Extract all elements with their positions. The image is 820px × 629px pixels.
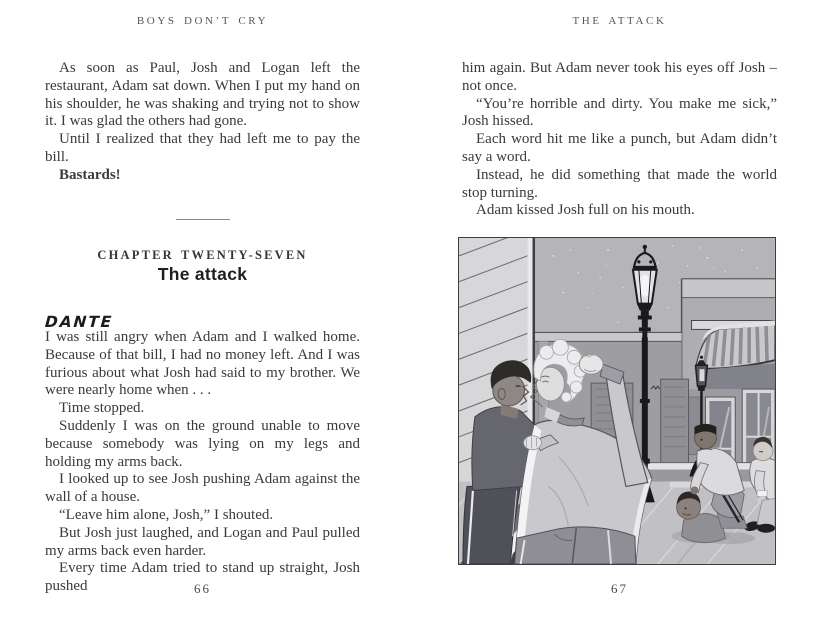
left-page-bottom-text (45, 329, 360, 596)
paragraph: As soon as Paul, Josh and Logan left the restaurant, Adam sat down. When I put my hand on his shoulder, he was shaking and trying not to show it. I was glad the others had gone. (45, 60, 360, 130)
paragraph: Time stopped. (59, 400, 145, 417)
paragraph: Instead, he did something that made the world stop turning. (462, 166, 777, 201)
illustration-svg (459, 238, 775, 564)
chapter-title: The attack (157, 264, 248, 284)
paragraph: Bastards! (59, 166, 121, 183)
right-page-text (462, 60, 777, 220)
narrator-heading: DANTE (44, 313, 114, 331)
left-page-top-text (45, 60, 360, 185)
divider-line (176, 219, 230, 220)
running-head-left: BOYS DON’T CRY (136, 15, 269, 27)
right-page (410, 0, 820, 629)
paragraph: Until I realized that they had left me to pay the bill. (45, 131, 360, 165)
scene-illustration (458, 237, 776, 565)
paragraph: “Leave him alone, Josh,” I shouted. (59, 506, 274, 523)
chapter-kicker: CHAPTER TWENTY-SEVEN (97, 248, 308, 262)
paragraph: But Josh just laughed, and Logan and Paul pulled my arms back even harder. (45, 524, 360, 559)
running-head-right: THE ATTACK (572, 15, 667, 27)
paragraph: Each word hit me like a punch, but Adam didn’t say a word. (462, 131, 777, 165)
paragraph: I was still angry when Adam and I walked home. Because of that bill, I had no money left. And I was furious about what Josh had said to my brother. We were nearly home when . . . (45, 329, 360, 399)
page-number-right: 67 (611, 581, 628, 596)
section-divider (45, 219, 360, 220)
paragraph: “You’re horrible and dirty. You make me sick,” Josh hissed. (462, 95, 777, 130)
paragraph: Adam kissed Josh full on his mouth. (476, 202, 695, 219)
paragraph: him again. But Adam never took his eyes off Josh – not once. (462, 60, 777, 94)
paragraph: I looked up to see Josh pushing Adam against the wall of a house. (45, 471, 360, 506)
page-number-left: 66 (194, 581, 211, 596)
paragraph: Suddenly I was on the ground unable to move because somebody was lying on my legs and holding my arms back. (45, 417, 360, 470)
paragraph: Every time Adam tried to stand up straight, Josh pushed (45, 560, 360, 595)
